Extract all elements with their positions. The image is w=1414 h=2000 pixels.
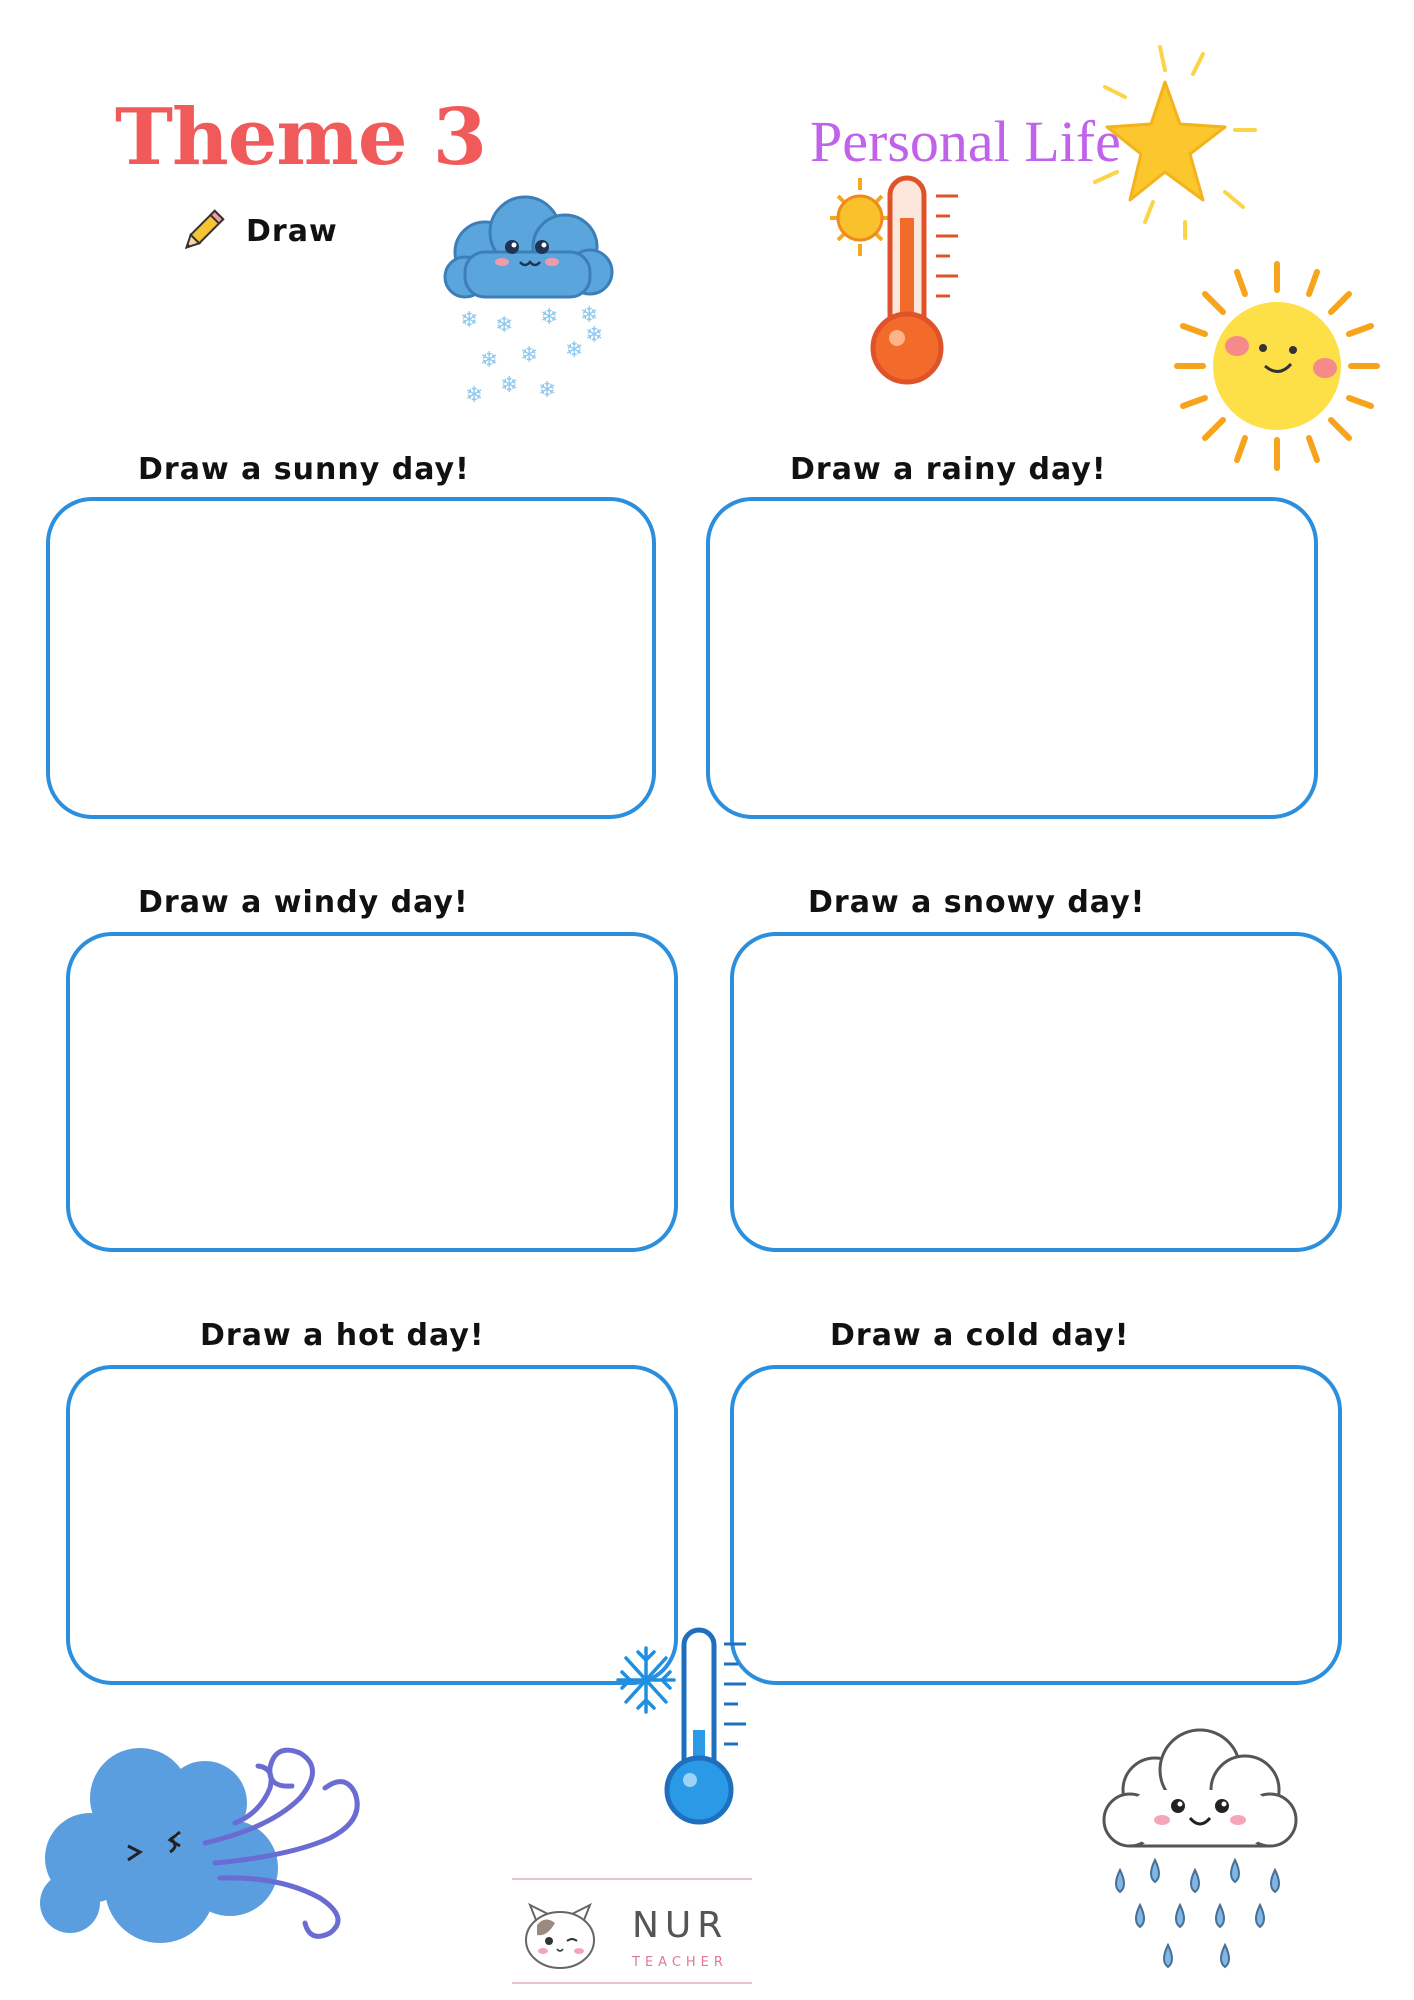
drawing-box[interactable] <box>730 1365 1342 1685</box>
activity-prompt: Draw a snowy day! <box>808 885 1146 920</box>
activity-prompt: Draw a cold day! <box>830 1318 1130 1353</box>
logo-name: NUR <box>632 1905 729 1946</box>
svg-text:❄: ❄ <box>480 348 499 373</box>
svg-text:❄: ❄ <box>500 373 519 398</box>
cat-logo-icon <box>515 1885 605 1975</box>
star-icon <box>1085 42 1265 242</box>
svg-text:❄: ❄ <box>540 305 559 330</box>
svg-text:❄: ❄ <box>538 378 557 403</box>
subject-title: Personal Life <box>810 109 1121 174</box>
svg-text:❄: ❄ <box>520 343 539 368</box>
activity-prompt: Draw a hot day! <box>200 1318 485 1353</box>
svg-text:❄: ❄ <box>495 313 514 338</box>
svg-text:❄: ❄ <box>585 323 604 348</box>
activity-prompt: Draw a windy day! <box>138 885 469 920</box>
rain-cloud-icon <box>1100 1720 1300 1980</box>
svg-text:❄: ❄ <box>565 338 584 363</box>
thermometer-cold-icon <box>616 1630 751 1830</box>
svg-text:❄: ❄ <box>580 303 599 328</box>
logo-tagline: TEACHER <box>632 1955 728 1970</box>
theme-title: Theme 3 <box>115 92 486 183</box>
activity-prompt: Draw a rainy day! <box>790 452 1107 487</box>
logo-divider <box>512 1982 752 1984</box>
instruction-label: Draw <box>246 214 338 249</box>
svg-text:❄: ❄ <box>465 383 484 408</box>
snow-cloud-icon <box>440 192 615 412</box>
drawing-box[interactable] <box>66 1365 678 1685</box>
pencil-icon <box>176 206 228 258</box>
sun-icon <box>1175 262 1380 472</box>
thermometer-hot-icon <box>830 178 970 388</box>
wind-cloud-icon <box>30 1728 385 1953</box>
svg-text:❄: ❄ <box>460 308 479 333</box>
logo-divider <box>512 1878 752 1880</box>
activity-prompt: Draw a sunny day! <box>138 452 470 487</box>
drawing-box[interactable] <box>730 932 1342 1252</box>
drawing-box[interactable] <box>706 497 1318 819</box>
drawing-box[interactable] <box>46 497 656 819</box>
drawing-box[interactable] <box>66 932 678 1252</box>
